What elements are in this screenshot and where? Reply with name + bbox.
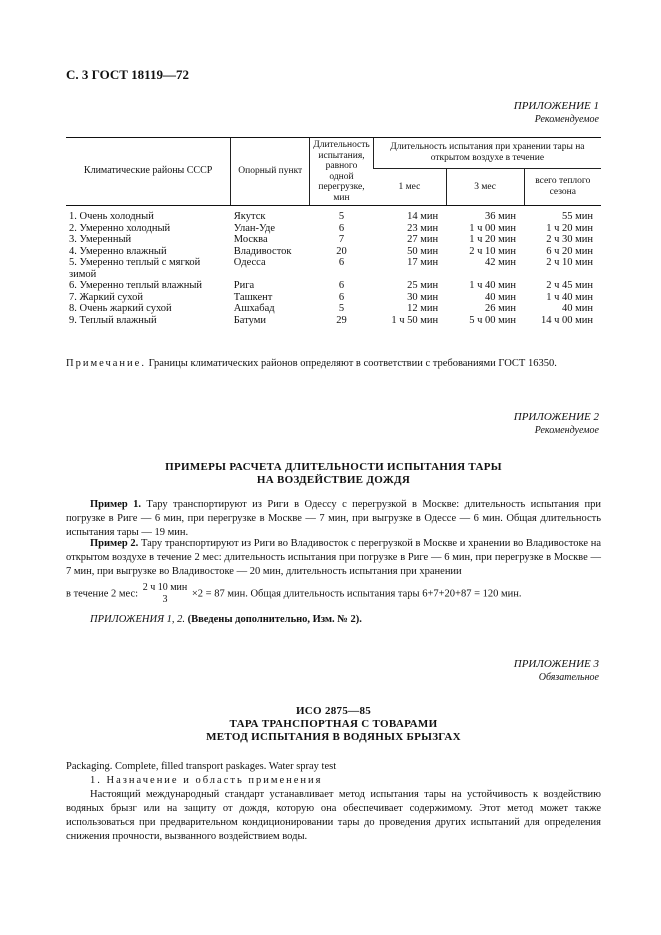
appendix-1-title: ПРИЛОЖЕНИЕ 1 [513,100,599,112]
region-cell: 6. Умеренно теплый влажный [69,280,203,291]
example-2-text: Тару транспортируют из Риги во Владивосток с перегрузкой в Москве и хранении во Владивостоке на открытом воздухе в течение 2 мес: длительность испытания при погрузке в Риге — 6 мин, при перегрузке в Москве — 7 мин, при выгрузке во Владивостоке — 20 мин, длительность испытания при хранении [66,538,601,577]
one-month-cell: 12 мин [407,303,439,314]
table-note [66,357,601,371]
warm-season-cell: 14 ч 00 мин [540,314,593,326]
region-cell: 1. Очень холодный [69,211,154,222]
col-header-storage: Длительность испытания при хранении тары на открытом воздухе в течение [373,138,601,169]
appendix-3-status: Обязательное [538,672,599,683]
region-cell: 3. Умеренный [69,234,132,245]
section-1-title [66,774,601,788]
one-month-cell: 17 мин [407,257,439,268]
duration-cell: 20 [336,245,347,257]
col-header-warm-season: всего теплого сезона [524,168,601,205]
appendix-1-status: Рекомендуемое [534,114,599,125]
warm-season-cell: 2 ч 10 мин [546,257,593,268]
one-month-cell: 25 мин [407,280,439,291]
warm-season-cell: 40 мин [561,303,593,314]
example-2 [66,537,601,579]
three-months-cell: 36 мин [485,211,517,222]
climate-table [66,137,601,326]
appendix-3-heading-line-1: ИСО 2875—85 [295,705,372,717]
region-cell: 5. Умеренно теплый с мягкой зимой [69,257,201,280]
page-header: С. 3 ГОСТ 18119—72 [66,67,189,82]
appendix-1-label [399,100,599,126]
three-months-cell: 1 ч 00 мин [469,222,517,234]
point-cell: Москва [233,234,268,245]
point-cell: Якутск [233,211,266,222]
appendix-2-label [399,411,599,437]
col-header-point: Опорный пункт [231,138,310,206]
duration-cell: 6 [338,280,345,291]
warm-season-cell: 1 ч 40 мин [546,291,593,303]
table-row [66,303,601,315]
three-months-cell: 5 ч 00 мин [469,314,517,326]
appendix-2-heading-line-1: ПРИМЕРЫ РАСЧЕТА ДЛИТЕЛЬНОСТИ ИСПЫТАНИЯ ТАРЫ [165,461,502,473]
one-month-cell: 23 мин [407,222,439,234]
table-row [66,223,601,235]
table-row [66,246,601,258]
warm-season-cell: 2 ч 30 мин [546,234,593,245]
footnote-italic: ПРИЛОЖЕНИЯ 1, 2. [90,614,185,625]
table-row [66,257,601,280]
one-month-cell: 30 мин [407,291,439,303]
point-cell: Ашхабад [233,303,275,314]
warm-season-cell: 2 ч 45 мин [546,280,593,291]
region-cell: 9. Теплый влажный [69,314,157,326]
appendix-3-label [399,658,599,684]
table-row [66,315,601,327]
three-months-cell: 26 мин [485,303,517,314]
section-1-title-text: 1. Назначение и область применения [90,775,323,786]
col-header-3-months: 3 мес [446,168,524,205]
one-month-cell: 14 мин [407,211,439,222]
one-month-cell: 1 ч 50 мин [391,314,439,326]
region-cell: 2. Умеренно холодный [69,222,171,234]
region-cell: 7. Жаркий сухой [69,291,144,303]
col-header-duration: Длительность испытания, равного одной перегрузке, мин [310,138,374,206]
table-row [66,206,601,223]
duration-cell: 7 [338,234,345,245]
example-1-label: Пример 1. [90,499,141,510]
footnote-bold: (Введены дополнительно, Изм. № 2). [184,614,362,625]
duration-cell: 29 [336,314,347,326]
fraction-denominator: 3 [162,594,168,605]
region-cell: 8. Очень жаркий сухой [69,303,172,314]
col-header-region: Климатические районы СССР [66,138,231,206]
fraction-numerator: 2 ч 10 мин [142,582,188,593]
point-cell: Батуми [233,314,267,326]
warm-season-cell: 1 ч 20 мин [546,222,593,234]
table-row [66,280,601,292]
one-month-cell: 50 мин [407,245,439,257]
appendix-2-title: ПРИЛОЖЕНИЕ 2 [513,411,599,423]
formula-fraction [143,582,188,606]
point-cell: Ташкент [233,291,273,303]
appendix-footnote [66,613,601,627]
one-month-cell: 27 мин [407,234,439,245]
duration-cell: 5 [338,303,345,314]
warm-season-cell: 55 мин [561,211,593,222]
duration-cell: 6 [338,222,345,234]
formula-prefix: в течение 2 мес: [66,588,139,600]
point-cell: Улан-Уде [233,222,276,234]
example-1-text: Тару транспортируют из Риги в Одессу с перегрузкой в Москве: длительность испытания при погрузке в Риге — 6 мин, при перегрузке в Москве — 7 мин, при выгрузке в Одессе — 6 мин. Общая длительность испытания тары — 19 мин. [66,499,601,538]
example-2-formula [66,582,601,606]
example-1 [66,498,601,540]
english-title: Packaging. Complete, filled transport paskages. Water spray test [66,761,337,772]
appendix-3-heading-line-2: ТАРА ТРАНСПОРТНАЯ С ТОВАРАМИ [229,718,438,730]
appendix-2-heading-line-2: НА ВОЗДЕЙСТВИЕ ДОЖДЯ [256,474,411,486]
region-cell: 4. Умеренно влажный [69,245,167,257]
appendix-3-title: ПРИЛОЖЕНИЕ 3 [513,658,599,670]
three-months-cell: 1 ч 20 мин [469,234,517,245]
appendix-2-heading [66,461,601,487]
appendix-2-status: Рекомендуемое [534,425,599,436]
three-months-cell: 40 мин [485,291,517,303]
three-months-cell: 42 мин [485,257,517,268]
three-months-cell: 1 ч 40 мин [469,280,517,291]
formula-suffix: ×2 = 87 мин. Общая длительность испытания тары 6+7+20+87 = 120 мин. [191,588,522,600]
three-months-cell: 2 ч 10 мин [469,245,517,257]
duration-cell: 5 [338,211,345,222]
appendix-3-heading-line-3: МЕТОД ИСПЫТАНИЯ В ВОДЯНЫХ БРЫЗГАХ [206,731,461,743]
appendix-3-heading [66,705,601,744]
note-text: Границы климатических районов определяют в соответствии с требованиями ГОСТ 16350. [145,358,557,369]
table-row [66,292,601,304]
duration-cell: 6 [338,257,345,268]
point-cell: Рига [233,280,255,291]
point-cell: Владивосток [233,245,292,257]
table-row [66,234,601,246]
warm-season-cell: 6 ч 20 мин [546,245,593,257]
duration-cell: 6 [338,291,345,303]
col-header-1-month: 1 мес [373,168,446,205]
example-2-label: Пример 2. [90,538,139,549]
point-cell: Одесса [233,257,266,268]
section-1-text: Настоящий международный стандарт устанавливает метод испытания тары на устойчивость к воздействию водяных брызг или на защиту от дождя, которую она обеспечивает содержимому. Этот метод может также использоваться при предварительном кондиционировании тары до проведения других испытаний для определения снижения прочности, вызванного воздействием воды. [66,789,601,842]
note-label: Примечание. [66,358,146,369]
